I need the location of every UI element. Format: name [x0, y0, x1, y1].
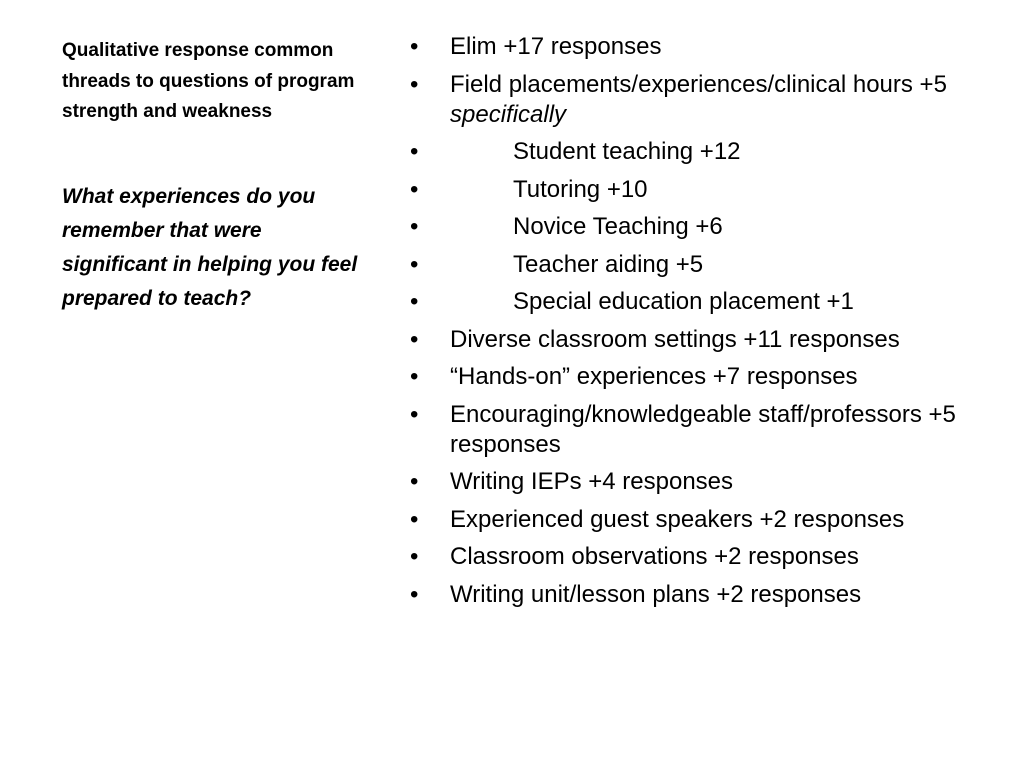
list-item	[410, 400, 1010, 460]
list-item	[410, 467, 1010, 497]
right-column	[410, 32, 1010, 617]
bullet-icon: •	[410, 138, 419, 165]
list-item-text: Tutoring +10	[513, 175, 648, 203]
list-item	[410, 287, 1010, 317]
list-item	[410, 250, 1010, 280]
list-item-text: Novice Teaching +6	[513, 213, 723, 240]
response-list	[410, 32, 1010, 610]
bullet-icon: •	[410, 543, 419, 570]
left-column	[62, 36, 372, 316]
list-item	[410, 32, 1010, 62]
list-item-text: Special education placement +1	[513, 288, 854, 315]
list-item-text: “Hands-on” experiences +7 responses	[450, 363, 858, 390]
bullet-icon: •	[410, 213, 419, 240]
bullet-icon: •	[410, 288, 419, 315]
list-item-text	[450, 71, 947, 128]
bullet-icon: •	[410, 33, 419, 60]
bullet-icon: •	[410, 250, 419, 278]
list-item	[410, 70, 1010, 130]
list-item-text: Diverse classroom settings +11 responses	[450, 325, 900, 353]
bullet-icon: •	[410, 70, 419, 98]
list-item-emphasis: specifically	[450, 100, 567, 128]
list-item-text: Writing unit/lesson plans +2 responses	[450, 580, 862, 608]
slide-title: Qualitative response common threads to questions of program strength and weakness	[62, 40, 355, 122]
list-item-main-text: Field placements/experiences/clinical hours +5	[450, 70, 947, 98]
list-item-text: Encouraging/knowledgeable staff/professors +5 responses	[450, 400, 956, 458]
bullet-icon: •	[410, 400, 419, 428]
list-item-text: Student teaching +12	[513, 138, 741, 165]
list-item-text: Classroom observations +2 responses	[450, 543, 859, 570]
list-item	[410, 175, 1010, 205]
list-item-text: Writing IEPs +4 responses	[450, 468, 734, 495]
list-item	[410, 362, 1010, 392]
list-item-text: Teacher aiding +5	[513, 250, 704, 278]
list-item-text: Elim +17 responses	[450, 33, 662, 60]
list-item	[410, 212, 1010, 242]
list-item	[410, 580, 1010, 610]
bullet-icon: •	[410, 468, 419, 495]
survey-question: What experiences do you remember that were significant in helping you feel prepared to teach?	[62, 184, 358, 310]
list-item-text: Experienced guest speakers +2 responses	[450, 505, 905, 533]
list-item	[410, 505, 1010, 535]
list-item	[410, 137, 1010, 167]
list-item	[410, 542, 1010, 572]
bullet-icon: •	[410, 325, 419, 353]
bullet-icon: •	[410, 175, 419, 203]
bullet-icon: •	[410, 363, 419, 390]
bullet-icon: •	[410, 580, 419, 608]
bullet-icon: •	[410, 505, 419, 533]
list-item	[410, 325, 1010, 355]
